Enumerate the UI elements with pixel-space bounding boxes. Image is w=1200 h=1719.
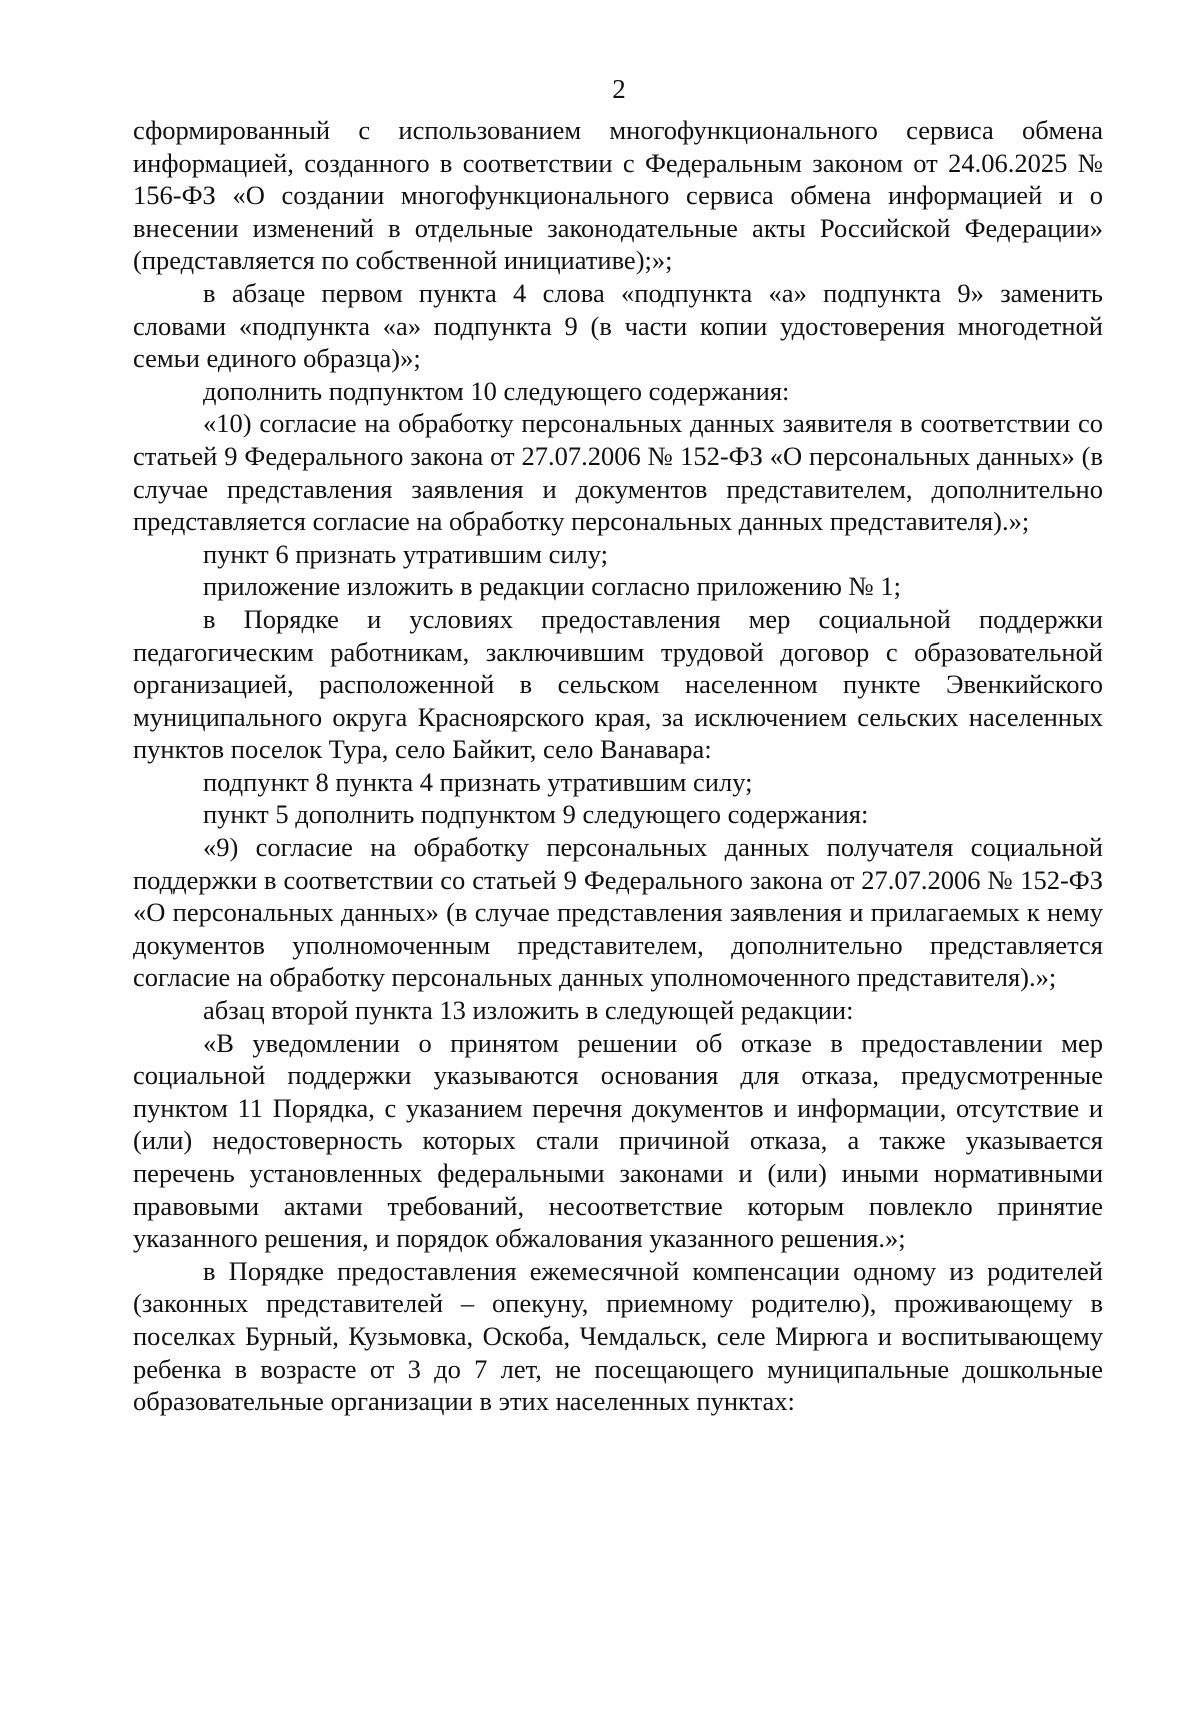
paragraph: подпункт 8 пункта 4 признать утратившим силу; xyxy=(203,766,753,797)
paragraph-continuation: сформированный с использованием многофункционального сервиса обмена информацией, созданного в соответствии с Федеральным законом от 24.06.2025 № 156-ФЗ «О создании многофункционального сервиса обмена информацией и о внесении изменений в отдельные законодательные акты Российской Федерации» (представляется по собственной инициативе);»; xyxy=(133,115,1103,276)
paragraph: пункт 6 признать утратившим силу; xyxy=(203,538,609,569)
paragraph: «9) согласие на обработку персональных данных получателя социальной поддержки в соответствии со статьей 9 Федерального закона от 27.07.2006 № 152-ФЗ «О персональных данных» (в случае представления заявления и прилагаемых к нему документов уполномоченным представителем, дополнительно представляется согласие на обработку персональных данных уполномоченного представителя).»; xyxy=(133,832,1103,993)
paragraph: в абзаце первом пункта 4 слова «подпункта «а» подпункта 9» заменить словами «подпункта «а» подпункта 9 (в части копии удостоверения многодетной семьи единого образца)»; xyxy=(133,277,1103,374)
page-number: 2 xyxy=(612,74,626,104)
paragraph: «В уведомлении о принятом решении об отказе в предоставлении мер социальной поддержки указываются основания для отказа, предусмотренные пунктом 11 Порядка, с указанием перечня документов и информации, отсутствие и (или) недостоверность которых стали причиной отказа, а также указывается перечень установленных федеральными законами и (или) иными нормативными правовыми актами требований, несоответствие которым повлекло принятие указанного решения, и порядок обжалования указанного решения.»; xyxy=(133,1027,1103,1254)
paragraph: абзац второй пункта 13 изложить в следующей редакции: xyxy=(203,995,854,1026)
paragraph: дополнить подпунктом 10 следующего содержания: xyxy=(203,375,790,406)
paragraph: пункт 5 дополнить подпунктом 9 следующего содержания: xyxy=(203,799,869,830)
document-body xyxy=(133,114,1103,1418)
paragraph: «10) согласие на обработку персональных данных заявителя в соответствии со статьей 9 Федерального закона от 27.07.2006 № 152-ФЗ «О персональных данных» (в случае представления заявления и документов представителем, дополнительно представляется согласие на обработку персональных данных представителя).»; xyxy=(133,408,1103,537)
paragraph: приложение изложить в редакции согласно приложению № 1; xyxy=(203,571,902,602)
paragraph: в Порядке и условиях предоставления мер социальной поддержки педагогическим работникам, заключившим трудовой договор с образовательной организацией, расположенной в сельском населенном пункте Эвенкийского муниципального округа Красноярского края, за исключением сельских населенных пунктов поселок Тура, село Байкит, село Ванавара: xyxy=(133,603,1103,765)
paragraph: в Порядке предоставления ежемесячной компенсации одному из родителей (законных представителей – опекуну, приемному родителю), проживающему в поселках Бурный, Кузьмовка, Оскоба, Чемдальск, селе Мирюга и воспитывающему ребенка в возрасте от 3 до 7 лет, не посещающего муниципальные дошкольные образовательные организации в этих населенных пунктах: xyxy=(133,1255,1103,1417)
